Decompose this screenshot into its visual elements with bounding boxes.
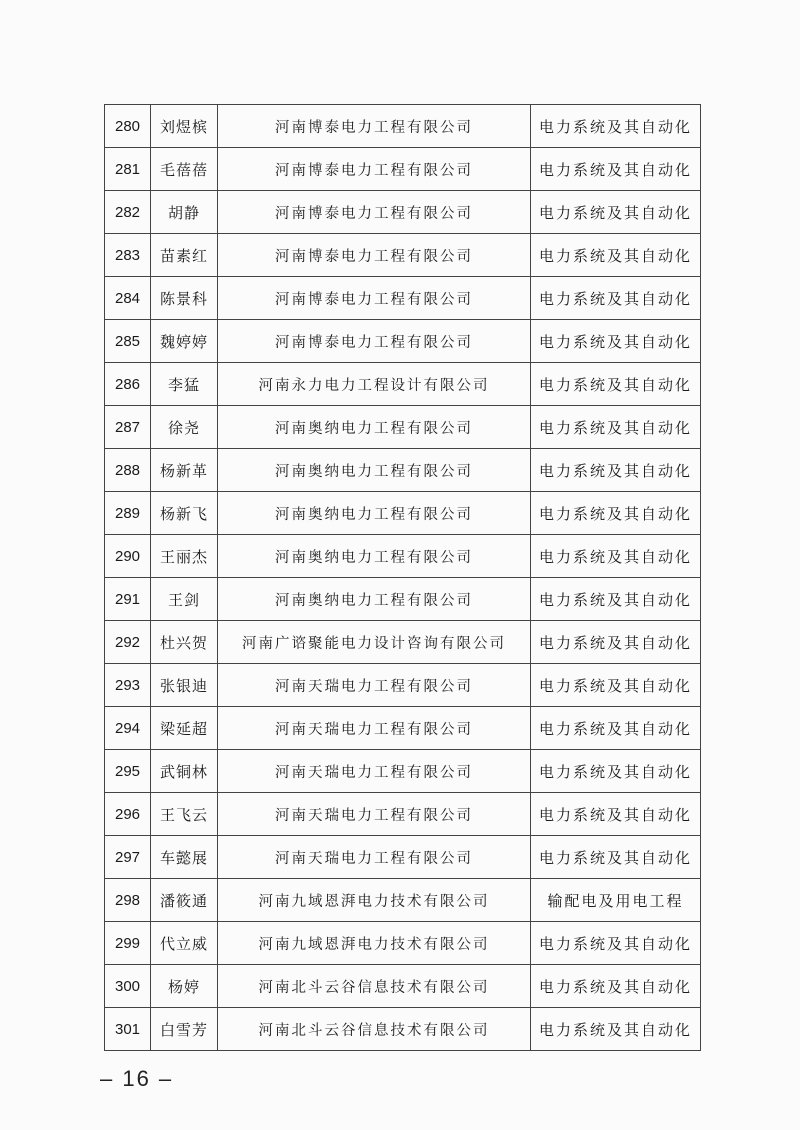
table-row [105, 578, 701, 621]
roster-table [104, 104, 701, 1051]
table-row [105, 1008, 701, 1051]
person-name: 杨新飞 [151, 492, 218, 535]
row-number: 287 [105, 406, 151, 449]
table-row [105, 922, 701, 965]
person-name: 刘煜槟 [151, 105, 218, 148]
person-name: 武铜林 [151, 750, 218, 793]
person-name: 魏婷婷 [151, 320, 218, 363]
row-number: 291 [105, 578, 151, 621]
person-name: 毛蓓蓓 [151, 148, 218, 191]
company-name: 河南天瑞电力工程有限公司 [218, 750, 531, 793]
row-number: 299 [105, 922, 151, 965]
major-field: 电力系统及其自动化 [531, 406, 701, 449]
major-field: 电力系统及其自动化 [531, 320, 701, 363]
table-row [105, 191, 701, 234]
row-number: 280 [105, 105, 151, 148]
major-field: 电力系统及其自动化 [531, 105, 701, 148]
major-field: 电力系统及其自动化 [531, 836, 701, 879]
company-name: 河南广谘聚能电力设计咨询有限公司 [218, 621, 531, 664]
row-number: 283 [105, 234, 151, 277]
company-name: 河南天瑞电力工程有限公司 [218, 707, 531, 750]
table-row [105, 879, 701, 922]
row-number: 289 [105, 492, 151, 535]
person-name: 苗素红 [151, 234, 218, 277]
table-row [105, 750, 701, 793]
table-row [105, 707, 701, 750]
major-field: 电力系统及其自动化 [531, 621, 701, 664]
table-row [105, 406, 701, 449]
company-name: 河南博泰电力工程有限公司 [218, 105, 531, 148]
company-name: 河南奥纳电力工程有限公司 [218, 578, 531, 621]
person-name: 杜兴贺 [151, 621, 218, 664]
person-name: 王丽杰 [151, 535, 218, 578]
row-number: 282 [105, 191, 151, 234]
person-name: 徐尧 [151, 406, 218, 449]
row-number: 286 [105, 363, 151, 406]
major-field: 电力系统及其自动化 [531, 922, 701, 965]
person-name: 胡静 [151, 191, 218, 234]
table-row [105, 449, 701, 492]
person-name: 张银迪 [151, 664, 218, 707]
company-name: 河南奥纳电力工程有限公司 [218, 492, 531, 535]
table-row [105, 320, 701, 363]
person-name: 潘筱通 [151, 879, 218, 922]
major-field: 电力系统及其自动化 [531, 535, 701, 578]
major-field: 电力系统及其自动化 [531, 191, 701, 234]
table-row [105, 492, 701, 535]
major-field: 电力系统及其自动化 [531, 234, 701, 277]
major-field: 电力系统及其自动化 [531, 492, 701, 535]
major-field: 电力系统及其自动化 [531, 965, 701, 1008]
company-name: 河南博泰电力工程有限公司 [218, 320, 531, 363]
row-number: 297 [105, 836, 151, 879]
person-name: 梁延超 [151, 707, 218, 750]
major-field: 电力系统及其自动化 [531, 449, 701, 492]
major-field: 电力系统及其自动化 [531, 664, 701, 707]
table-row [105, 105, 701, 148]
company-name: 河南博泰电力工程有限公司 [218, 148, 531, 191]
person-name: 杨新革 [151, 449, 218, 492]
row-number: 293 [105, 664, 151, 707]
table-row [105, 664, 701, 707]
major-field: 电力系统及其自动化 [531, 363, 701, 406]
major-field: 电力系统及其自动化 [531, 277, 701, 320]
company-name: 河南奥纳电力工程有限公司 [218, 535, 531, 578]
row-number: 298 [105, 879, 151, 922]
company-name: 河南天瑞电力工程有限公司 [218, 793, 531, 836]
table-row [105, 363, 701, 406]
table-row [105, 965, 701, 1008]
row-number: 296 [105, 793, 151, 836]
major-field: 电力系统及其自动化 [531, 707, 701, 750]
page-number: – 16 – [100, 1066, 174, 1091]
person-name: 车懿展 [151, 836, 218, 879]
person-name: 王剑 [151, 578, 218, 621]
company-name: 河南天瑞电力工程有限公司 [218, 664, 531, 707]
company-name: 河南天瑞电力工程有限公司 [218, 836, 531, 879]
row-number: 285 [105, 320, 151, 363]
person-name: 王飞云 [151, 793, 218, 836]
major-field: 电力系统及其自动化 [531, 148, 701, 191]
person-name: 白雪芳 [151, 1008, 218, 1051]
person-name: 陈景科 [151, 277, 218, 320]
row-number: 294 [105, 707, 151, 750]
company-name: 河南九域恩湃电力技术有限公司 [218, 922, 531, 965]
company-name: 河南奥纳电力工程有限公司 [218, 449, 531, 492]
row-number: 290 [105, 535, 151, 578]
major-field: 电力系统及其自动化 [531, 793, 701, 836]
major-field: 电力系统及其自动化 [531, 578, 701, 621]
row-number: 292 [105, 621, 151, 664]
row-number: 301 [105, 1008, 151, 1051]
person-name: 李猛 [151, 363, 218, 406]
company-name: 河南博泰电力工程有限公司 [218, 234, 531, 277]
major-field: 电力系统及其自动化 [531, 1008, 701, 1051]
company-name: 河南北斗云谷信息技术有限公司 [218, 1008, 531, 1051]
table-row [105, 535, 701, 578]
company-name: 河南九域恩湃电力技术有限公司 [218, 879, 531, 922]
person-name: 代立威 [151, 922, 218, 965]
row-number: 281 [105, 148, 151, 191]
table-row [105, 277, 701, 320]
table-row [105, 793, 701, 836]
table-row [105, 621, 701, 664]
row-number: 300 [105, 965, 151, 1008]
company-name: 河南奥纳电力工程有限公司 [218, 406, 531, 449]
company-name: 河南博泰电力工程有限公司 [218, 277, 531, 320]
company-name: 河南博泰电力工程有限公司 [218, 191, 531, 234]
table-row [105, 148, 701, 191]
company-name: 河南北斗云谷信息技术有限公司 [218, 965, 531, 1008]
table-row [105, 836, 701, 879]
table-row [105, 234, 701, 277]
major-field: 电力系统及其自动化 [531, 750, 701, 793]
major-field: 输配电及用电工程 [531, 879, 701, 922]
row-number: 288 [105, 449, 151, 492]
company-name: 河南永力电力工程设计有限公司 [218, 363, 531, 406]
person-name: 杨婷 [151, 965, 218, 1008]
row-number: 295 [105, 750, 151, 793]
row-number: 284 [105, 277, 151, 320]
